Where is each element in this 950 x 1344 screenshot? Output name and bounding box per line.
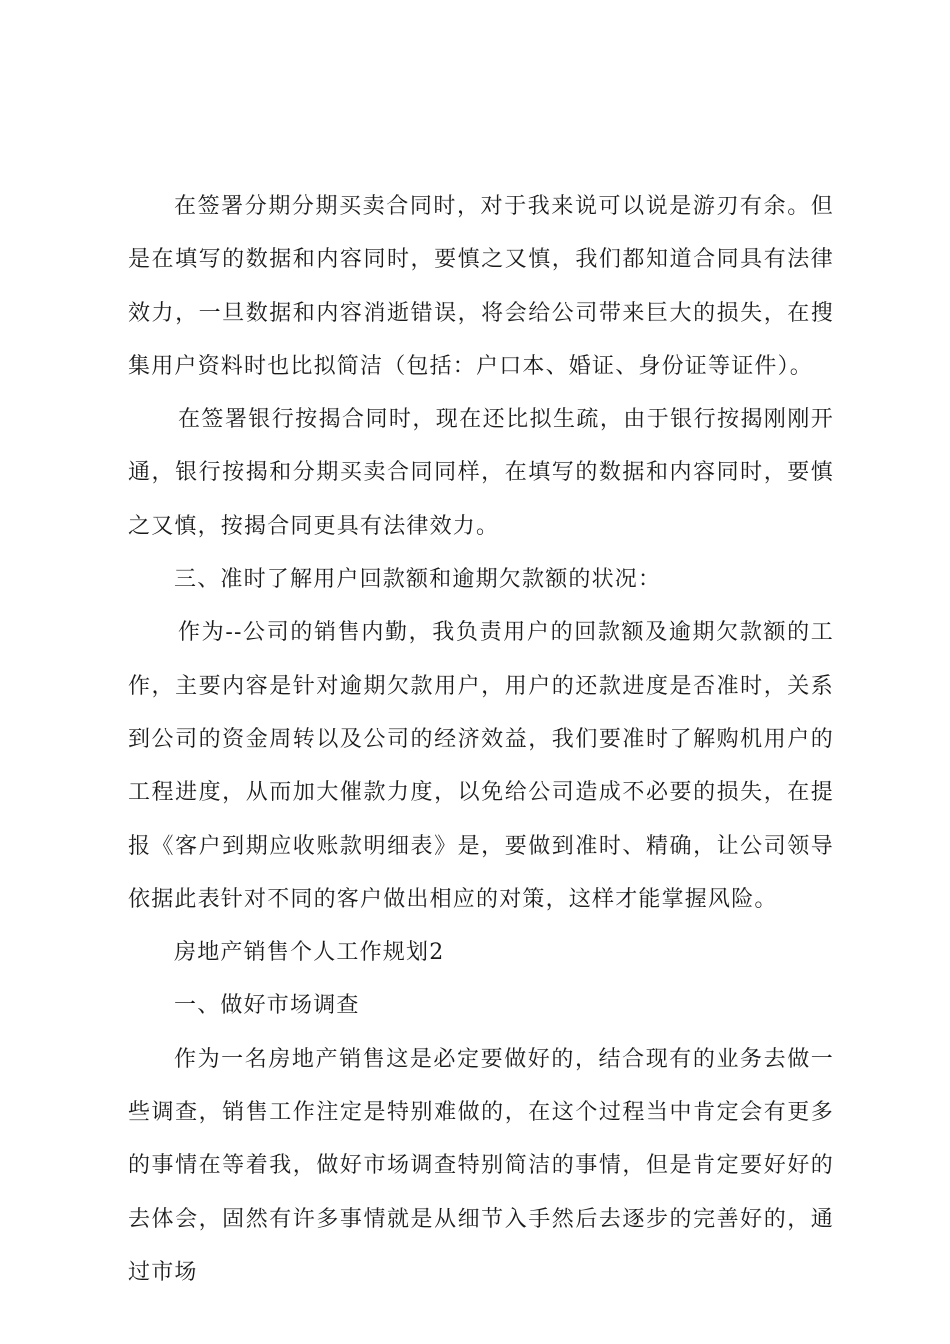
- paragraph-market-survey: 作为一名房地产销售这是必定要做好的，结合现有的业务去做一些调查，销售工作注定是特别难做的，在这个过程当中肯定会有更多的事情在等着我，做好市场调查特别简洁的事情，但是肯定要好好的去体会，固然有许多事情就是从细节入手然后去逐步的完善好的，通过市场: [128, 1046, 834, 1285]
- section-heading-repayment: 三、准时了解用户回款额和逾期欠款额的状况：: [174, 567, 662, 593]
- paragraph-contract-installment: 在签署分期分期买卖合同时，对于我来说可以说是游刃有余。但是在填写的数据和内容同时，要慎之又慎，我们都知道合同具有法律效力，一旦数据和内容消逝错误，将会给公司带来巨大的损失，在搜集用户资料时也比拟简洁（包括：户口本、婚证、身份证等证件）。: [128, 194, 834, 379]
- paragraph-repayment-duties: 作为--公司的销售内勤，我负责用户的回款额及逾期欠款额的工作，主要内容是针对逾期欠款用户，用户的还款进度是否准时，关系到公司的资金周转以及公司的经济效益，我们要准时了解购机用户的工程进度，从而加大催款力度，以免给公司造成不必要的损失，在提报《客户到期应收账款明细表》是，要做到准时、精确，让公司领导依据此表针对不同的客户做出相应的对策，这样才能掌握风险。: [128, 620, 834, 912]
- section-heading-market-survey: 一、做好市场调查: [174, 993, 360, 1019]
- paragraph-contract-mortgage: 在签署银行按揭合同时，现在还比拟生疏，由于银行按揭刚刚开通，银行按揭和分期买卖合同同样，在填写的数据和内容同时，要慎之又慎，按揭合同更具有法律效力。: [128, 407, 834, 539]
- document-subtitle: 房地产销售个人工作规划2: [174, 940, 445, 966]
- document-body: [128, 180, 834, 1299]
